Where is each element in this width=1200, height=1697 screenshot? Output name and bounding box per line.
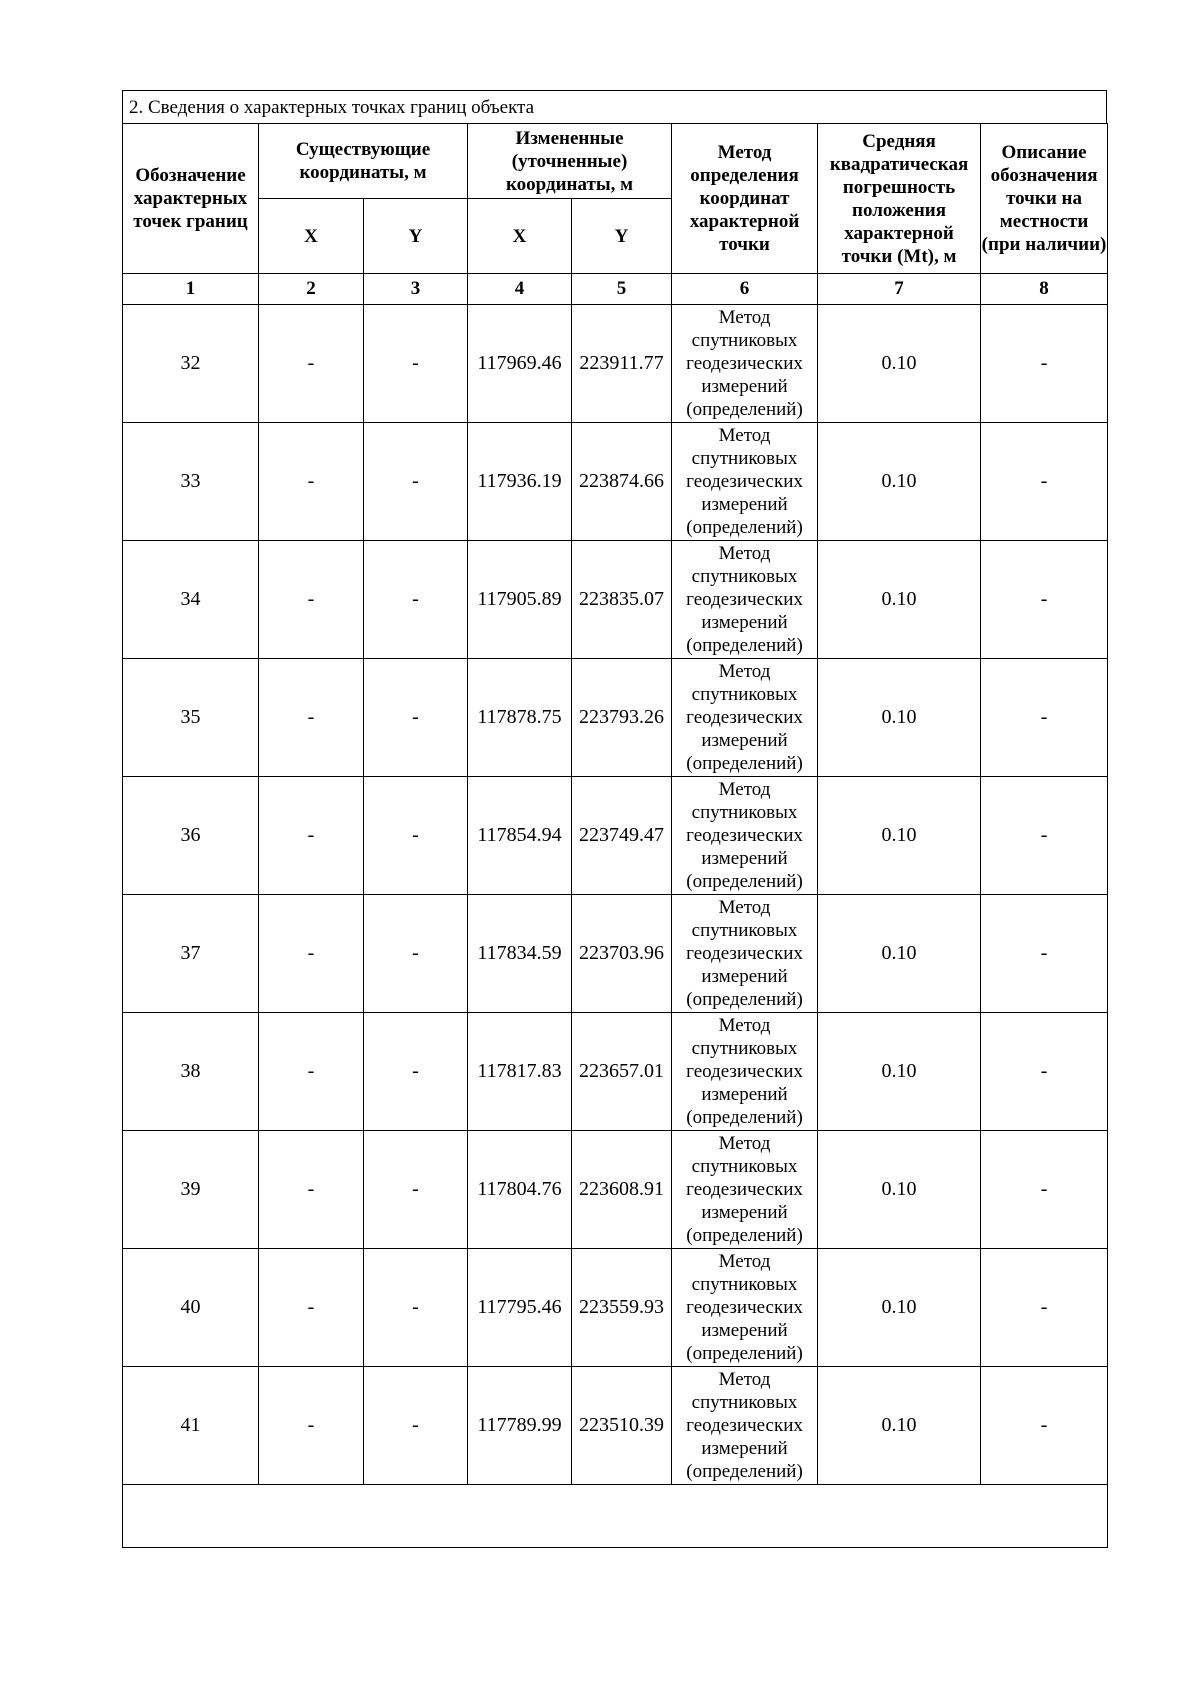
existing-y-cell: - [364, 1367, 468, 1485]
existing-x-cell: - [259, 895, 364, 1013]
points-table-body [123, 305, 1108, 1485]
existing-y-cell: - [364, 423, 468, 541]
method-cell: Метод спутниковых геодезических измерений (определений) [672, 659, 818, 777]
method-cell: Метод спутниковых геодезических измерений (определений) [672, 777, 818, 895]
changed-y-cell: 223911.77 [572, 305, 672, 423]
existing-x-cell: - [259, 1249, 364, 1367]
points-table [122, 123, 1108, 1548]
document-sheet [122, 90, 1107, 1548]
section-title: 2. Сведения о характерных точках границ объекта [122, 90, 1107, 123]
existing-x-cell: - [259, 1131, 364, 1249]
header-existing-y: Y [364, 199, 468, 274]
table-row [123, 777, 1108, 895]
method-cell: Метод спутниковых геодезических измерений (определений) [672, 1131, 818, 1249]
error-cell: 0.10 [818, 1249, 981, 1367]
error-cell: 0.10 [818, 777, 981, 895]
changed-y-cell: 223657.01 [572, 1013, 672, 1131]
existing-y-cell: - [364, 541, 468, 659]
changed-x-cell: 117834.59 [468, 895, 572, 1013]
existing-x-cell: - [259, 305, 364, 423]
existing-y-cell: - [364, 659, 468, 777]
table-row [123, 541, 1108, 659]
table-row [123, 1367, 1108, 1485]
existing-x-cell: - [259, 1013, 364, 1131]
point-number-cell: 32 [123, 305, 259, 423]
method-cell: Метод спутниковых геодезических измерений (определений) [672, 423, 818, 541]
column-number: 3 [364, 274, 468, 305]
existing-y-cell: - [364, 777, 468, 895]
header-method: Метод определения координат характерной точки [672, 124, 818, 274]
existing-x-cell: - [259, 423, 364, 541]
existing-y-cell: - [364, 1131, 468, 1249]
error-cell: 0.10 [818, 305, 981, 423]
column-number: 7 [818, 274, 981, 305]
description-cell: - [981, 423, 1108, 541]
header-error: Средняя квадратическая погрешность положения характерной точки (Mt), м [818, 124, 981, 274]
table-row [123, 1013, 1108, 1131]
column-number: 1 [123, 274, 259, 305]
changed-x-cell: 117854.94 [468, 777, 572, 895]
description-cell: - [981, 895, 1108, 1013]
table-row [123, 1131, 1108, 1249]
header-changed-coords: Измененные (уточненные) координаты, м [468, 124, 672, 199]
point-number-cell: 36 [123, 777, 259, 895]
column-number: 8 [981, 274, 1108, 305]
changed-y-cell: 223608.91 [572, 1131, 672, 1249]
column-number-row [123, 274, 1108, 305]
method-cell: Метод спутниковых геодезических измерений (определений) [672, 1249, 818, 1367]
error-cell: 0.10 [818, 659, 981, 777]
method-cell: Метод спутниковых геодезических измерений (определений) [672, 541, 818, 659]
description-cell: - [981, 659, 1108, 777]
changed-y-cell: 223559.93 [572, 1249, 672, 1367]
header-existing-coords: Существующие координаты, м [259, 124, 468, 199]
description-cell: - [981, 1131, 1108, 1249]
error-cell: 0.10 [818, 1131, 981, 1249]
description-cell: - [981, 1013, 1108, 1131]
column-number: 4 [468, 274, 572, 305]
method-cell: Метод спутниковых геодезических измерений (определений) [672, 305, 818, 423]
header-changed-y: Y [572, 199, 672, 274]
existing-y-cell: - [364, 1249, 468, 1367]
method-cell: Метод спутниковых геодезических измерений (определений) [672, 1013, 818, 1131]
method-cell: Метод спутниковых геодезических измерений (определений) [672, 895, 818, 1013]
changed-x-cell: 117905.89 [468, 541, 572, 659]
header-designation: Обозначение характерных точек границ [123, 124, 259, 274]
point-number-cell: 34 [123, 541, 259, 659]
existing-y-cell: - [364, 1013, 468, 1131]
changed-y-cell: 223874.66 [572, 423, 672, 541]
header-description: Описание обозначения точки на местности (при наличии) [981, 124, 1108, 274]
changed-x-cell: 117804.76 [468, 1131, 572, 1249]
table-row [123, 423, 1108, 541]
changed-y-cell: 223835.07 [572, 541, 672, 659]
table-row [123, 305, 1108, 423]
column-number: 6 [672, 274, 818, 305]
table-row [123, 1249, 1108, 1367]
existing-x-cell: - [259, 659, 364, 777]
header-row-top [123, 124, 1108, 199]
method-cell: Метод спутниковых геодезических измерений (определений) [672, 1367, 818, 1485]
existing-x-cell: - [259, 777, 364, 895]
changed-y-cell: 223510.39 [572, 1367, 672, 1485]
error-cell: 0.10 [818, 895, 981, 1013]
point-number-cell: 40 [123, 1249, 259, 1367]
point-number-cell: 39 [123, 1131, 259, 1249]
description-cell: - [981, 1367, 1108, 1485]
description-cell: - [981, 305, 1108, 423]
description-cell: - [981, 777, 1108, 895]
changed-y-cell: 223793.26 [572, 659, 672, 777]
description-cell: - [981, 541, 1108, 659]
changed-x-cell: 117878.75 [468, 659, 572, 777]
changed-x-cell: 117789.99 [468, 1367, 572, 1485]
existing-x-cell: - [259, 541, 364, 659]
error-cell: 0.10 [818, 1367, 981, 1485]
error-cell: 0.10 [818, 1013, 981, 1131]
changed-x-cell: 117795.46 [468, 1249, 572, 1367]
point-number-cell: 37 [123, 895, 259, 1013]
point-number-cell: 41 [123, 1367, 259, 1485]
description-cell: - [981, 1249, 1108, 1367]
error-cell: 0.10 [818, 541, 981, 659]
changed-x-cell: 117817.83 [468, 1013, 572, 1131]
point-number-cell: 35 [123, 659, 259, 777]
header-changed-x: X [468, 199, 572, 274]
header-existing-x: X [259, 199, 364, 274]
column-number: 2 [259, 274, 364, 305]
existing-x-cell: - [259, 1367, 364, 1485]
error-cell: 0.10 [818, 423, 981, 541]
empty-cell [123, 1485, 1108, 1548]
existing-y-cell: - [364, 305, 468, 423]
table-row [123, 659, 1108, 777]
changed-y-cell: 223703.96 [572, 895, 672, 1013]
point-number-cell: 33 [123, 423, 259, 541]
existing-y-cell: - [364, 895, 468, 1013]
changed-x-cell: 117936.19 [468, 423, 572, 541]
point-number-cell: 38 [123, 1013, 259, 1131]
changed-y-cell: 223749.47 [572, 777, 672, 895]
column-number: 5 [572, 274, 672, 305]
changed-x-cell: 117969.46 [468, 305, 572, 423]
empty-row [123, 1485, 1108, 1548]
table-row [123, 895, 1108, 1013]
